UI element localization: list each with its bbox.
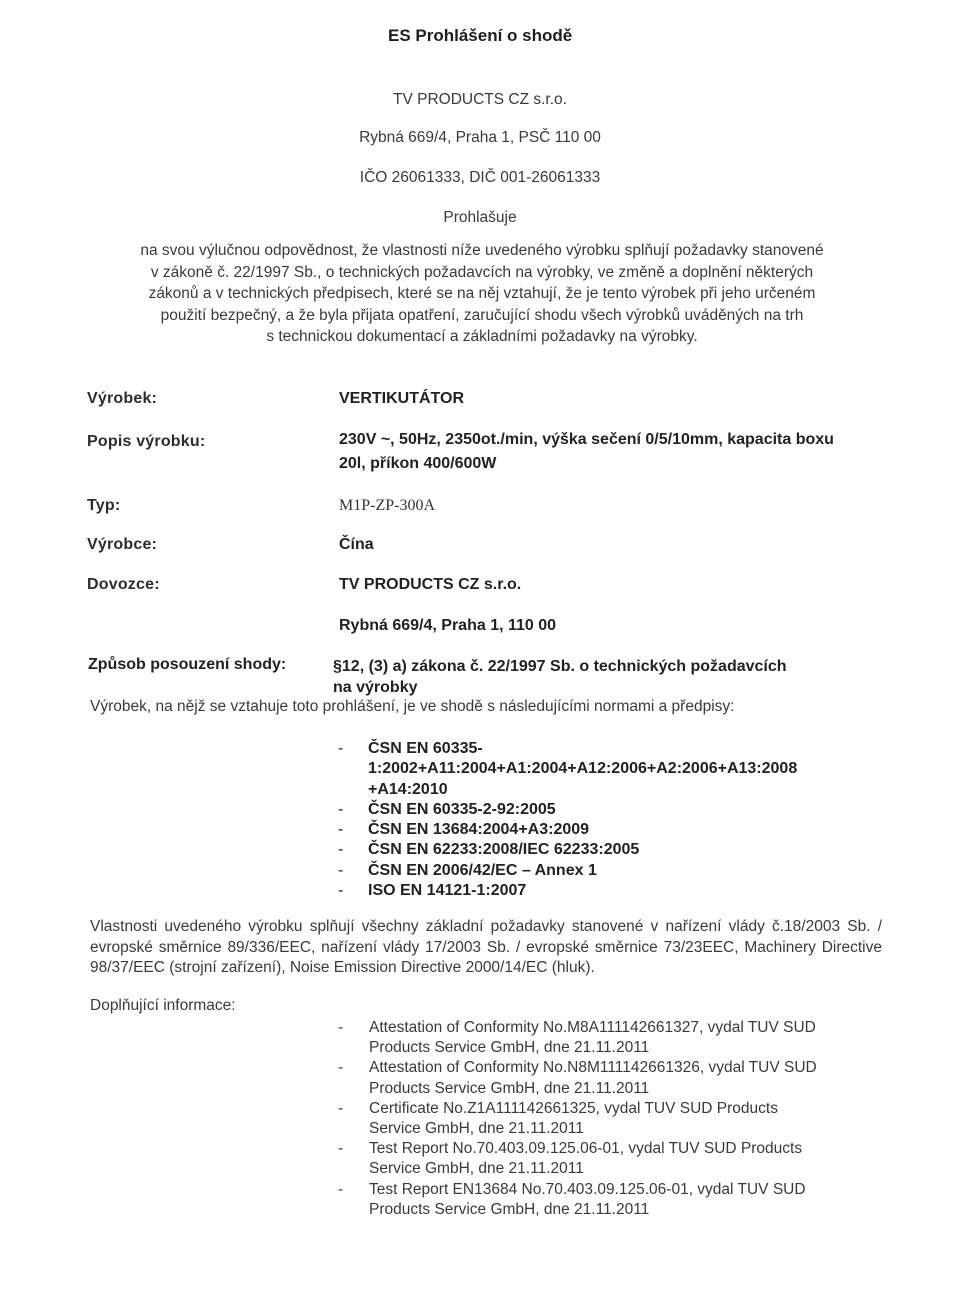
intro-line: s technickou dokumentací a základními požadavky na výrobky. xyxy=(266,328,698,345)
list-dash: - xyxy=(338,1140,344,1158)
info-text: Service GmbH, dne 21.11.2011 xyxy=(369,1120,584,1138)
company-name: TV PRODUCTS CZ s.r.o. xyxy=(393,91,567,108)
importer-label: Dovozce: xyxy=(87,576,160,593)
assessment-label: Způsob posouzení shody: xyxy=(88,656,287,673)
assessment-line: na výrobky xyxy=(333,679,418,696)
standard-text: ČSN EN 13684:2004+A3:2009 xyxy=(368,821,590,839)
type-label: Typ: xyxy=(87,497,121,514)
description-value xyxy=(339,428,899,476)
list-dash: - xyxy=(338,841,344,859)
standard-item xyxy=(338,800,797,820)
list-dash: - xyxy=(338,861,344,879)
description-label: Popis výrobku: xyxy=(87,433,206,450)
company-address: Rybná 669/4, Praha 1, PSČ 110 00 xyxy=(359,129,601,146)
additional-info-heading: Doplňující informace: xyxy=(90,997,236,1014)
info-text: Certificate No.Z1A111142661325, vydal TUV SUD Products xyxy=(369,1099,778,1117)
compliance-paragraph: Vlastnosti uvedeného výrobku splňují všechny základní požadavky stanovené v nařízení vlády č.18/2003 Sb. / evropské směrnice 89/336/EEC, nařízení vlády 17/2003 Sb. / evropské směrnice 73/23EEC, Machinery Directive 98/37/EEC (strojní zařízení), Noise Emission Directive 2000/14/EC (hluk). xyxy=(90,918,882,976)
document-title: ES Prohlášení o shodě xyxy=(388,26,573,45)
standard-item xyxy=(338,739,797,800)
standards-list xyxy=(338,739,797,901)
info-item xyxy=(338,1018,878,1058)
info-text: Test Report EN13684 No.70.403.09.125.06-01, vydal TUV SUD xyxy=(369,1180,806,1198)
info-item xyxy=(338,1099,878,1139)
list-dash: - xyxy=(338,882,344,900)
standard-text: ČSN EN 60335-2-92:2005 xyxy=(368,800,556,818)
standard-text: ČSN EN 60335- xyxy=(368,740,483,757)
importer-address: Rybná 669/4, Praha 1, 110 00 xyxy=(339,617,557,634)
list-dash: - xyxy=(338,800,344,818)
standard-item xyxy=(338,840,797,860)
intro-line: zákonů a v technických předpisech, které se na něj vztahují, že je tento výrobek při jeho určeném xyxy=(148,285,816,302)
info-text: Products Service GmbH, dne 21.11.2011 xyxy=(369,1079,650,1097)
assessment-line: §12, (3) a) zákona č. 22/1997 Sb. o technických požadavcích xyxy=(333,658,787,675)
info-text: Attestation of Conformity No.M8A111142661327, vydal TUV SUD xyxy=(369,1019,816,1036)
declares-heading: Prohlašuje xyxy=(443,209,517,226)
standard-text: ČSN EN 2006/42/EC – Annex 1 xyxy=(368,861,597,879)
product-label: Výrobek: xyxy=(87,390,158,407)
standard-item xyxy=(338,820,797,840)
intro-line: v zákoně č. 22/1997 Sb., o technických požadavcích na výrobky, ve změně a doplnění některých xyxy=(150,263,814,281)
additional-info-list xyxy=(338,1018,878,1220)
standard-text: +A14:2010 xyxy=(368,780,448,798)
list-dash: - xyxy=(338,740,344,757)
standard-item xyxy=(338,861,797,881)
list-dash: - xyxy=(338,1019,344,1036)
standard-text: ČSN EN 62233:2008/IEC 62233:2005 xyxy=(368,841,640,859)
manufacturer-value: Čína xyxy=(339,536,374,553)
list-dash: - xyxy=(338,1180,344,1198)
list-dash: - xyxy=(338,1099,344,1117)
standard-text: 1:2002+A11:2004+A1:2004+A12:2006+A2:2006+A13:2008 xyxy=(368,760,798,778)
type-value: M1P-ZP-300A xyxy=(339,497,436,514)
info-item xyxy=(338,1139,878,1179)
standard-text: ISO EN 14121-1:2007 xyxy=(368,882,527,900)
intro-line: použití bezpečný, a že byla přijata opatření, zaručující shodu všech výrobků uváděných na trh xyxy=(160,306,804,324)
manufacturer-label: Výrobce: xyxy=(87,536,158,553)
info-text: Test Report No.70.403.09.125.06-01, vydal TUV SUD Products xyxy=(369,1140,803,1158)
info-item xyxy=(338,1058,878,1098)
list-dash: - xyxy=(338,821,344,839)
info-item xyxy=(338,1180,878,1220)
product-value: VERTIKUTÁTOR xyxy=(339,390,465,407)
info-text: Service GmbH, dne 21.11.2011 xyxy=(369,1160,584,1178)
list-dash: - xyxy=(338,1059,344,1077)
info-text: Products Service GmbH, dne 21.11.2011 xyxy=(369,1039,650,1057)
importer-value: TV PRODUCTS CZ s.r.o. xyxy=(339,576,522,593)
assessment-value xyxy=(333,656,893,698)
info-text: Products Service GmbH, dne 21.11.2011 xyxy=(369,1200,650,1218)
description-line: 230V ~, 50Hz, 2350ot./min, výška sečení 0/5/10mm, kapacita boxu xyxy=(339,431,834,448)
standard-item xyxy=(338,881,797,901)
intro-line: na svou výlučnou odpovědnost, že vlastnosti níže uvedeného výrobku splňují požadavky stanovené xyxy=(140,242,824,259)
description-line: 20l, příkon 400/600W xyxy=(339,455,497,472)
declaration-intro xyxy=(92,240,872,348)
company-ids: IČO 26061333, DIČ 001-26061333 xyxy=(359,169,601,186)
info-text: Attestation of Conformity No.N8M111142661326, vydal TUV SUD xyxy=(369,1059,817,1077)
standards-intro: Výrobek, na nějž se vztahuje toto prohlášení, je ve shodě s následujícími normami a předpisy: xyxy=(90,698,735,715)
